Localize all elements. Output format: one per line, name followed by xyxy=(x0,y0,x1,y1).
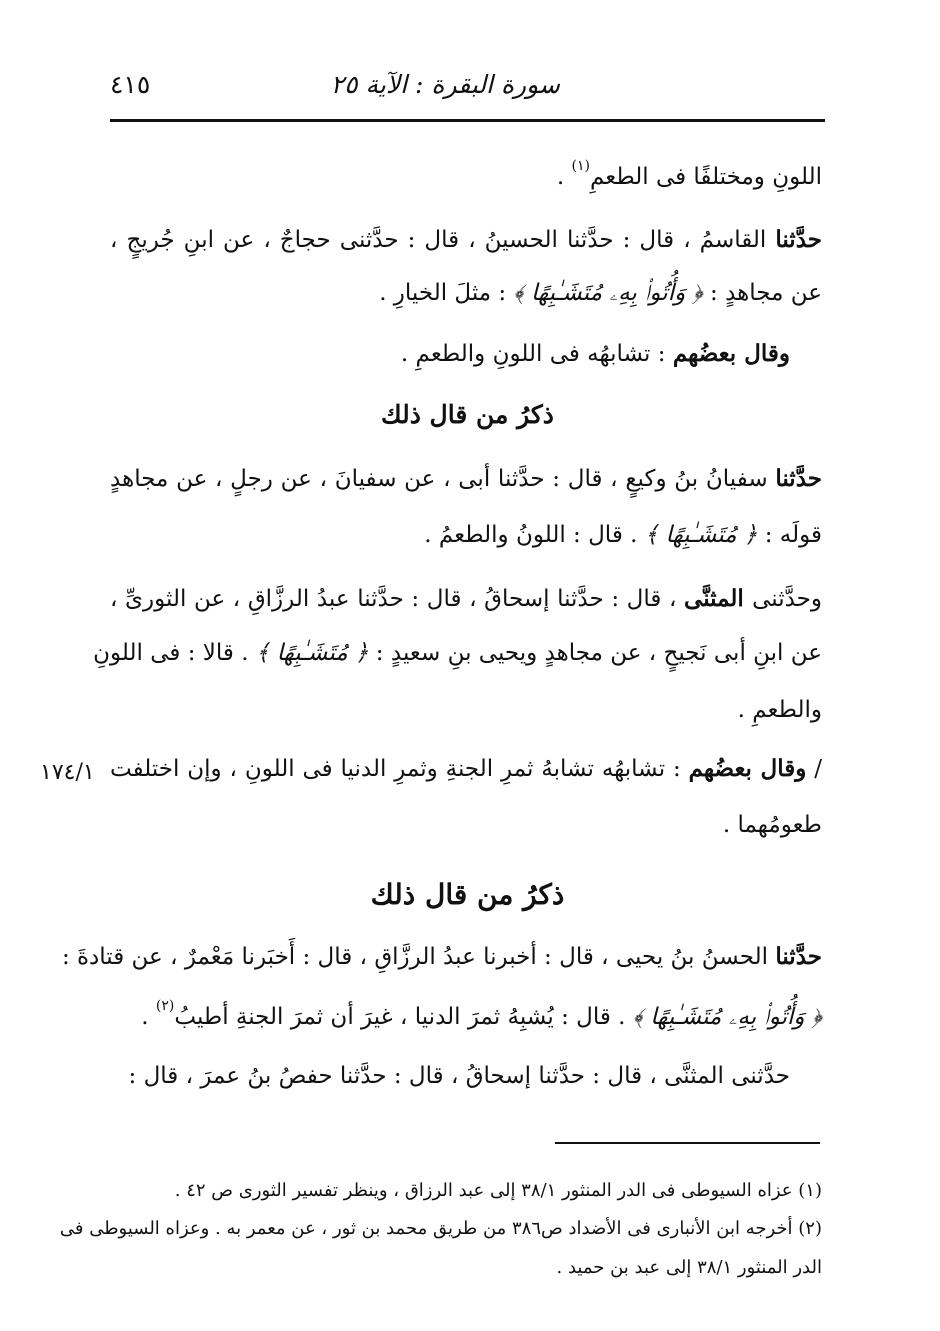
text-span: عن ابنِ أبى نَجيحٍ ، عن مجاهدٍ ويحيى بنِ سعيدٍ : xyxy=(368,640,822,666)
text-span: الحسنُ بنُ يحيى ، قال : أخبرنا عبدُ الرزَّاقِ ، قال : أَخبَرنا مَعْمرٌ ، عن قتادةَ : xyxy=(61,944,776,970)
text-span: حدَّثنى المثنَّى ، قال : حدَّثنا إسحاقُ ، قال : حدَّثنا حفصُ بنُ عمرَ ، قال : xyxy=(128,1063,790,1089)
paragraph-line xyxy=(401,340,790,369)
section-heading: ذكرُ من قال ذلك xyxy=(381,400,554,429)
paragraph-line xyxy=(110,226,822,255)
text-span: . xyxy=(141,1004,156,1030)
paragraph-line xyxy=(141,998,822,1032)
text-span: . قال : يُشبِهُ ثمرَ الدنيا ، غيرَ أن ثمرَ الجنةِ أطيبُ xyxy=(174,1004,633,1030)
text-span: / xyxy=(806,756,822,782)
text-span: سفيانُ بنُ وكيعٍ ، قال : حدَّثنا أبى ، عن سفيانَ ، عن رجلٍ ، عن مجاهدٍ xyxy=(110,466,776,492)
text-span: : تشابهُه فى اللونِ والطعمِ . xyxy=(400,341,673,367)
quran-verse: ﴿ مُتَشَـٰبِهًا ﴾ xyxy=(255,640,369,666)
paragraph-line xyxy=(379,280,822,308)
section-heading: ذكرُ من قال ذلك xyxy=(370,878,565,911)
text-span: وحدَّثنى xyxy=(752,586,822,612)
footnote-ref[interactable]: (٢) xyxy=(155,998,175,1014)
text-span: القاسمُ ، قال : حدَّثنا الحسينُ ، قال : حدَّثنى حجاجٌ ، عن ابنِ جُريجٍ ، xyxy=(110,227,776,253)
text-span: اللونِ ومختلفًا فى الطعمِ xyxy=(589,164,822,190)
narration-keyword: حدَّثنا xyxy=(775,226,822,253)
quran-verse: ﴿ وَأُتُوا۟ بِهِۦ مُتَشَـٰبِهًا ﴾ xyxy=(513,280,703,306)
paragraph-line xyxy=(61,943,822,972)
footnote-ref[interactable]: (١) xyxy=(571,158,590,174)
paragraph-line xyxy=(129,1063,790,1091)
page-header xyxy=(110,70,825,110)
paragraph-line xyxy=(110,755,822,784)
narration-keyword: وقال بعضُهم xyxy=(672,340,790,367)
text-span: طعومُهما . xyxy=(722,812,822,838)
text-span: عن مجاهدٍ : xyxy=(702,280,822,306)
narrator-name: المثنَّى xyxy=(684,585,753,612)
paragraph-line xyxy=(110,585,822,614)
text-span: قولَه : xyxy=(757,522,822,548)
manuscript-margin-reference: ١٧٤/١ xyxy=(40,760,95,785)
text-span: : مثلَ الخيارِ . xyxy=(379,280,514,306)
page-number: ٤١٥ xyxy=(110,70,151,99)
quran-verse: ﴿ وَأُتُوا۟ بِهِۦ مُتَشَـٰبِهًا ﴾ xyxy=(632,1004,822,1030)
footnote-2: (٢) أخرجه ابن الأنبارى فى الأضداد ص٣٨٦ من طريق محمد بن ثور ، عن معمر به . وعزاه السيوطى فى xyxy=(59,1218,822,1239)
paragraph-line xyxy=(110,465,822,494)
paragraph-line xyxy=(738,697,822,725)
running-title: سورة البقرة : الآية ٢٥ xyxy=(330,70,560,99)
footnote-rule xyxy=(555,1142,820,1144)
paragraph-line xyxy=(424,522,822,550)
footnote-1: (١) عزاه السيوطى فى الدر المنثور ٣٨/١ إلى عبد الرزاق ، وينظر تفسير الثورى ص ٤٢ . xyxy=(174,1180,822,1201)
paragraph-line xyxy=(723,812,822,840)
narration-keyword: وقال بعضُهم xyxy=(688,755,807,782)
footnote-2-continued: الدر المنثور ٣٨/١ إلى عبد بن حميد . xyxy=(556,1257,822,1278)
text-span: : تشابهُه تشابهُ ثمرِ الجنةِ وثمرِ الدنيا فى اللونِ ، وإن اختلفت xyxy=(110,756,689,782)
narration-keyword: حدَّثنا xyxy=(775,465,822,492)
header-rule xyxy=(110,119,825,122)
text-span: والطعمِ . xyxy=(737,697,822,723)
paragraph-line xyxy=(93,640,822,668)
quran-verse: ﴿ مُتَشَـٰبِهًا ﴾ xyxy=(644,522,758,548)
narration-keyword: حدَّثنا xyxy=(775,943,822,970)
text-span: . xyxy=(556,164,565,190)
paragraph-line xyxy=(557,158,822,192)
text-span: . قال : اللونُ والطعمُ . xyxy=(424,522,645,548)
text-span: . قالا : فى اللونِ xyxy=(93,640,256,666)
text-span: ، قال : حدَّثنا إسحاقُ ، قال : حدَّثنا عبدُ الرزَّاقِ ، عن الثورىِّ ، xyxy=(110,586,685,612)
